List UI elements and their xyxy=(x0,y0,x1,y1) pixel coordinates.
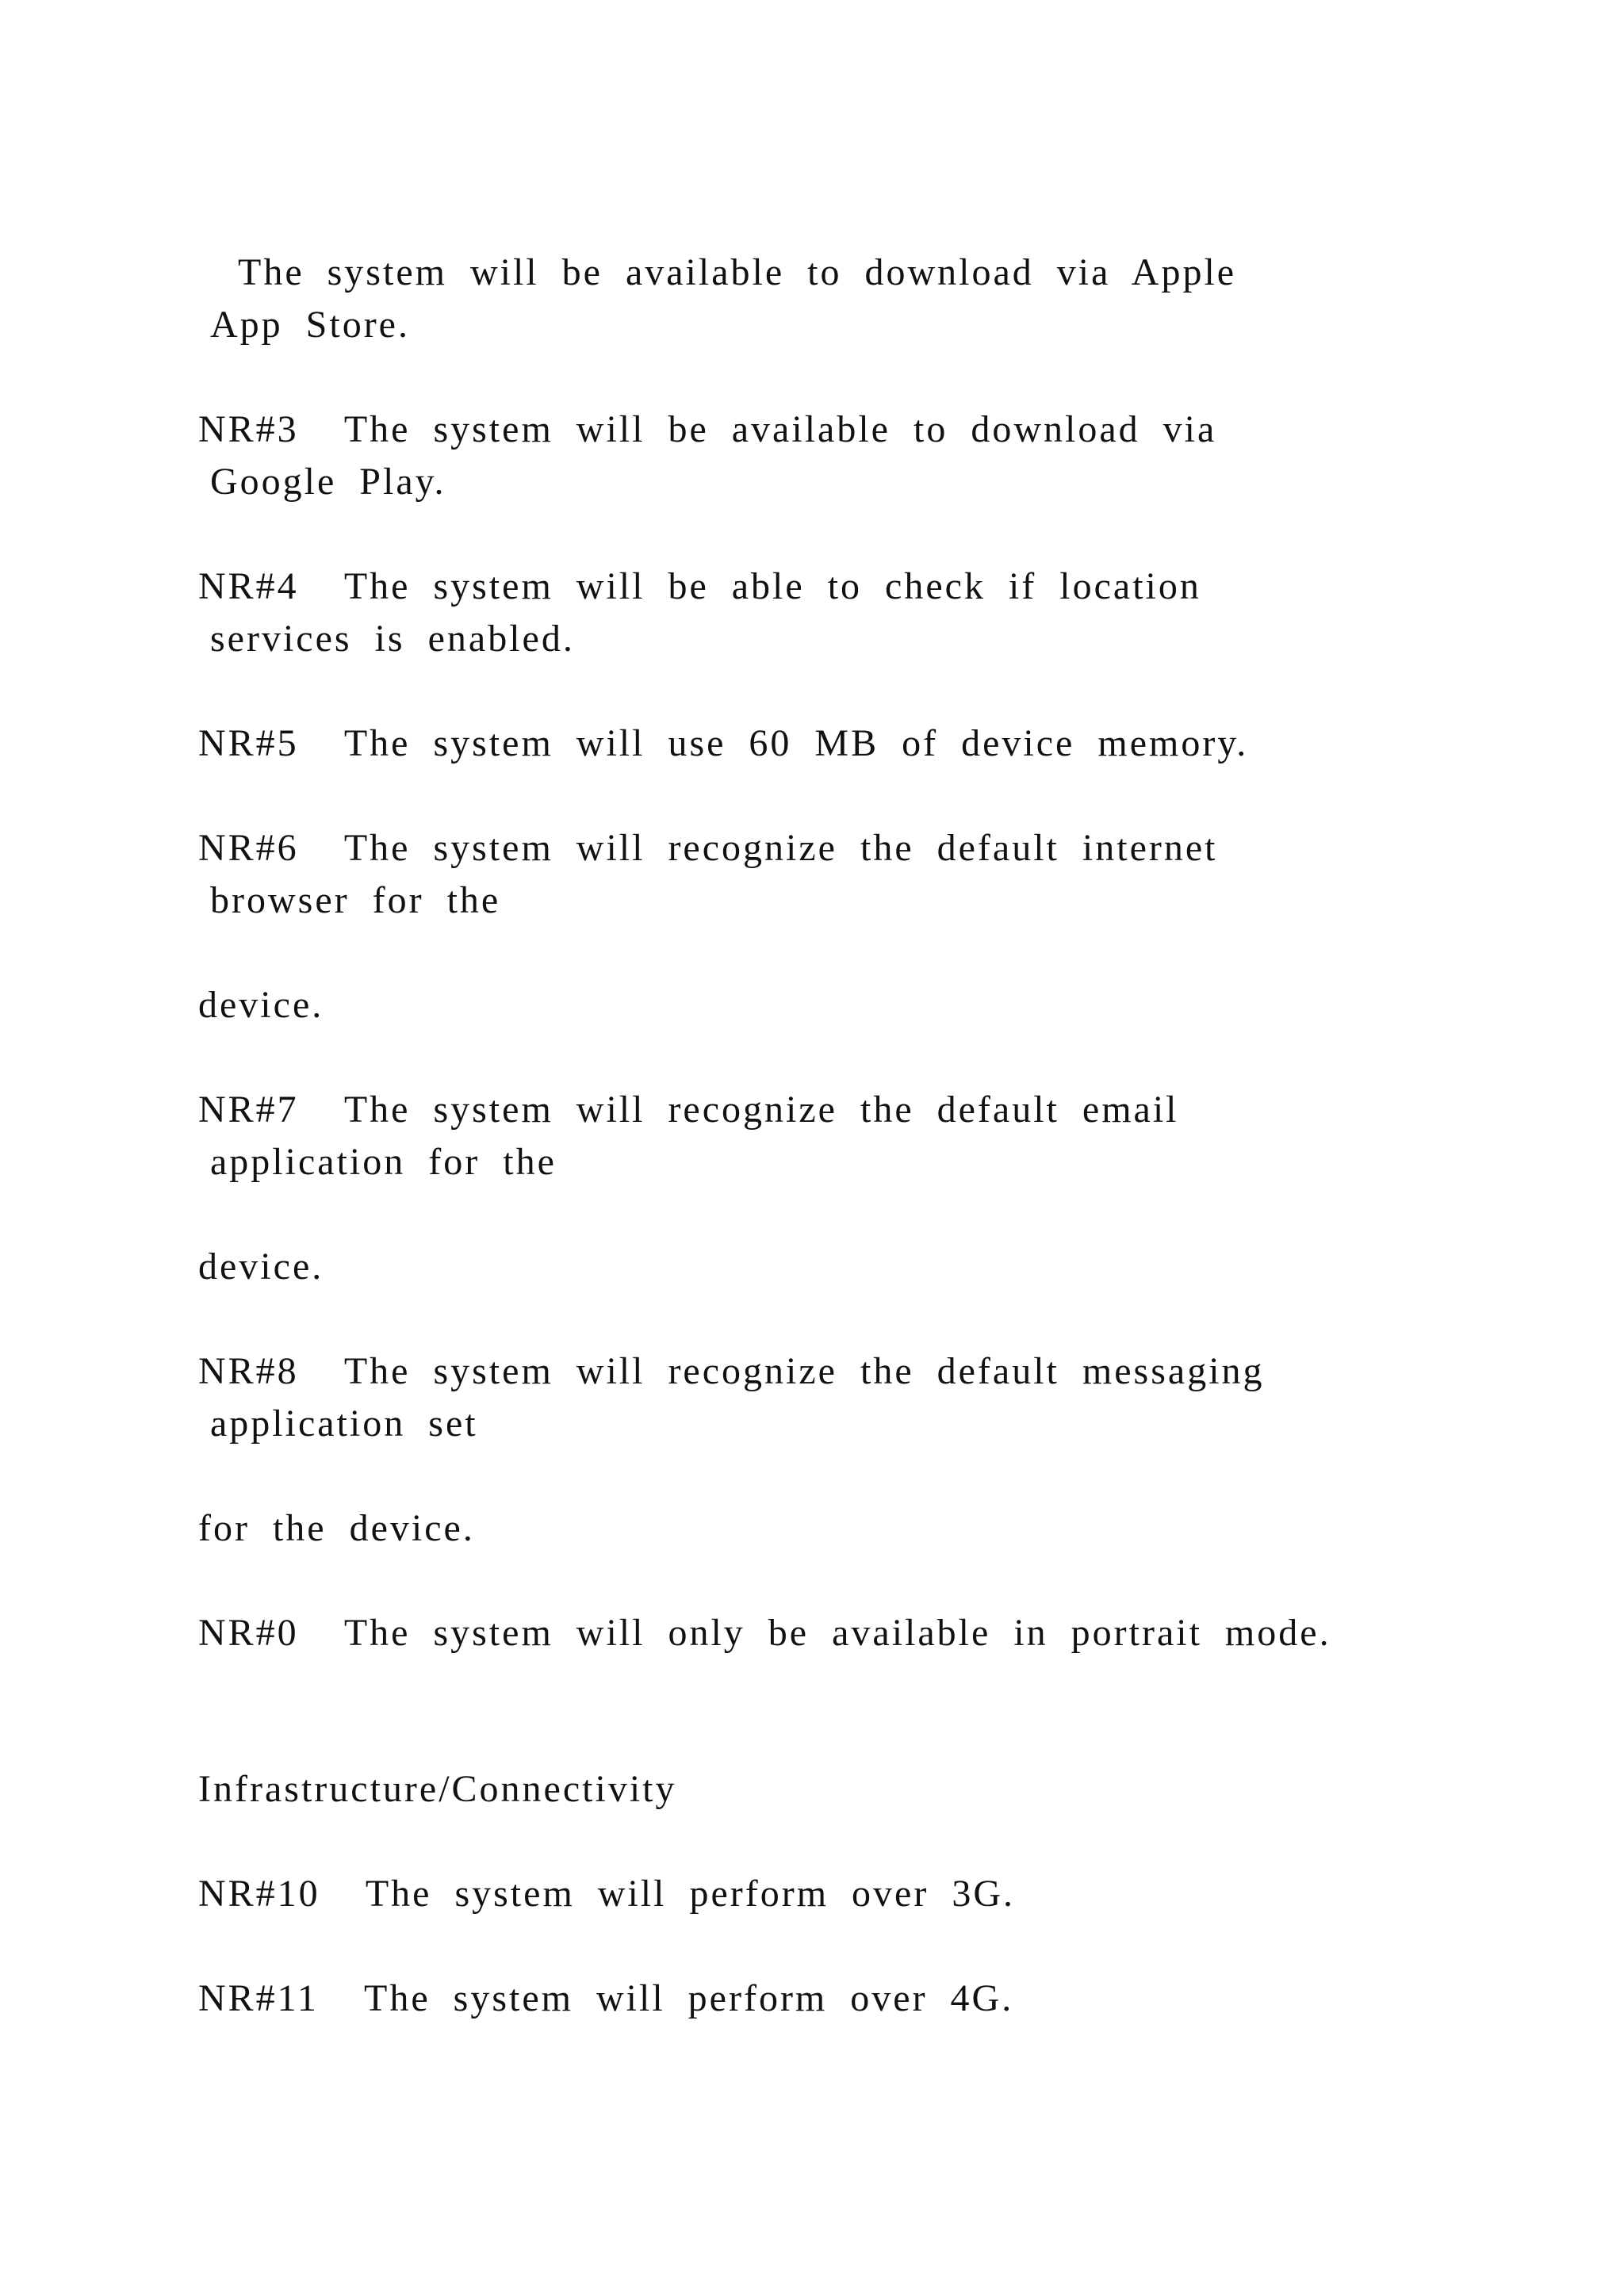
text-line: for the device. xyxy=(198,1507,475,1549)
requirement-nr5: NR#5 The system will use 60 MB of device memory. xyxy=(198,722,1249,764)
text-line: device. xyxy=(198,984,324,1026)
requirement-nr8: NR#8 The system will recognize the default messaging xyxy=(198,1350,1265,1392)
requirement-nr7: NR#7 The system will recognize the default email xyxy=(198,1089,1179,1131)
text-line: device. xyxy=(198,1246,324,1288)
requirement-nr6: NR#6 The system will recognize the default internet xyxy=(198,827,1218,869)
requirement-nr4: NR#4 The system will be able to check if location xyxy=(198,565,1201,607)
text-line: application set xyxy=(210,1402,478,1445)
text-line: browser for the xyxy=(210,879,501,921)
requirement-nr3: NR#3 The system will be available to download via xyxy=(198,408,1217,450)
requirement-nr10: NR#10 The system will perform over 3G. xyxy=(198,1873,1015,1915)
requirement-nr0: NR#0 The system will only be available in portrait mode. xyxy=(198,1612,1331,1654)
text-line: The system will be available to download via Apple xyxy=(238,251,1237,293)
text-line: services is enabled. xyxy=(210,618,575,660)
text-line: Google Play. xyxy=(210,461,446,503)
section-heading: Infrastructure/Connectivity xyxy=(198,1768,677,1810)
text-line: application for the xyxy=(210,1141,557,1183)
requirement-nr11: NR#11 The system will perform over 4G. xyxy=(198,1977,1014,2019)
text-line: App Store. xyxy=(210,304,410,346)
